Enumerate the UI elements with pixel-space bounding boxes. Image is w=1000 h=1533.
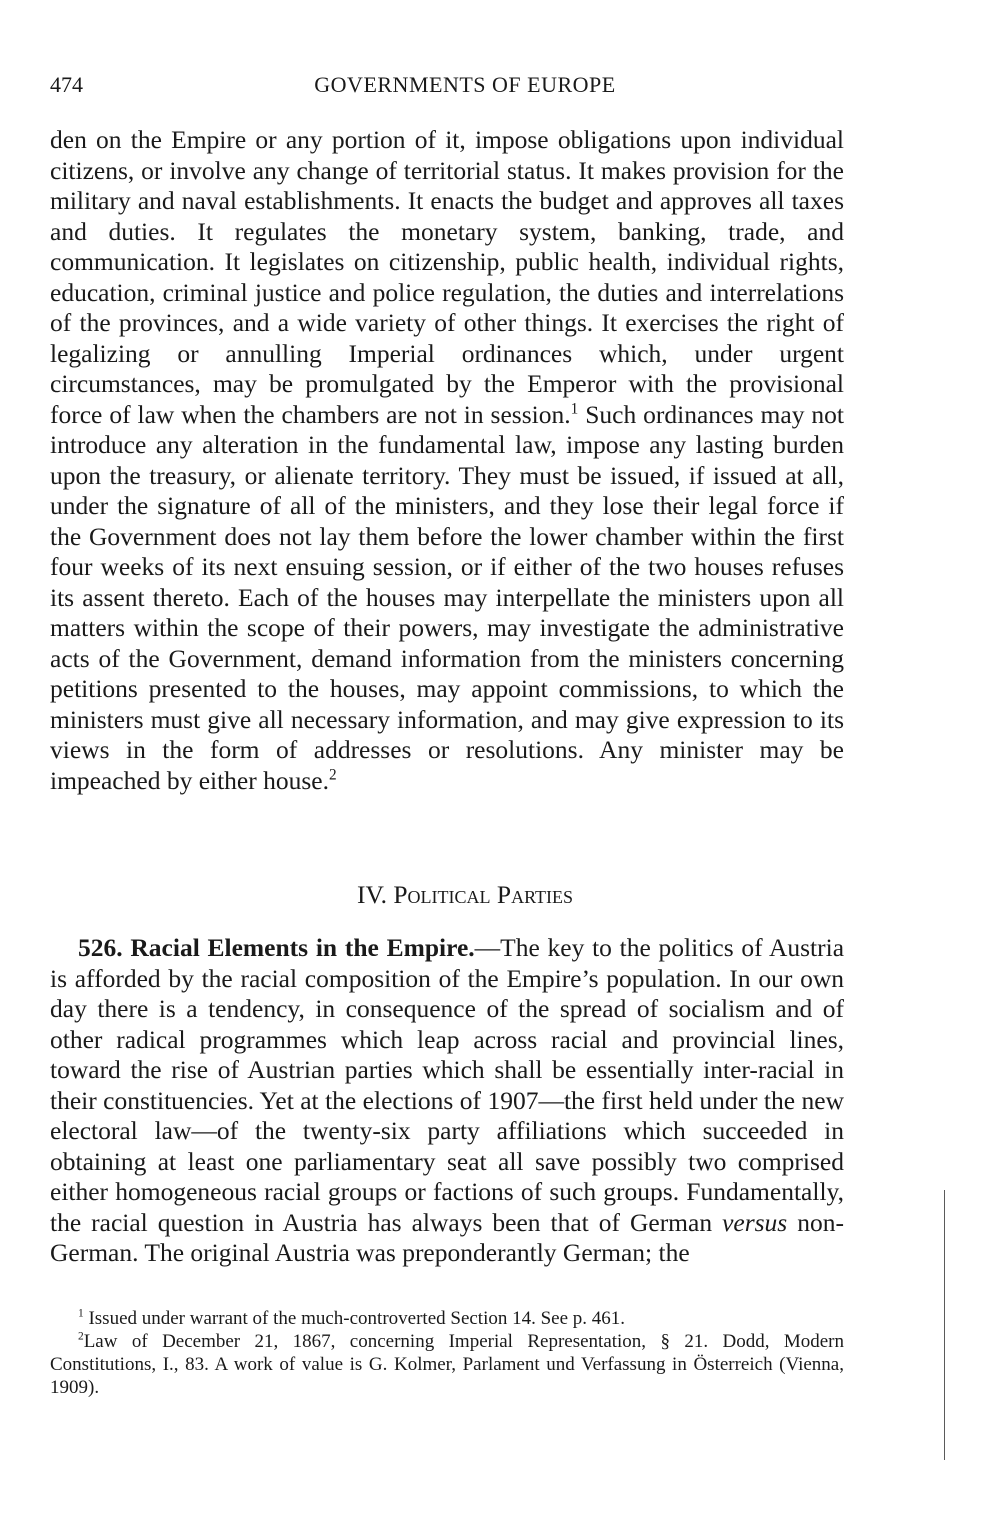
page-number: 474	[50, 72, 83, 97]
footnote-mark: 1	[78, 1307, 84, 1320]
footnote-2	[50, 1330, 844, 1399]
paragraph-heading: Racial Elements in the Empire.	[130, 933, 475, 962]
italic-term: versus	[722, 1207, 788, 1237]
footnote-1	[50, 1307, 844, 1330]
section-title: Political Parties	[393, 880, 573, 909]
footnote-ref-1: 1	[570, 400, 579, 417]
paragraph-text: —The key to the politics of Austria is afforded by the racial composition of the Empire’s population. In our own day there is a tendency, in consequence of the spread of socialism and of other radical programmes which leap across racial and provincial lines, toward the rise of Austrian parties which shall be essentially inter-racial in their constituencies. Yet at the elections of 1907—the first held under the new electoral law—of the twenty-six party affiliations which succeeded in obtaining at least one parliamentary seat all save possibly two comprised either homogeneous racial groups or factions of such groups. Fundamentally, the racial question in Austria has always been that of German	[50, 933, 845, 1237]
footnote-text: Issued under warrant of the much-controverted Section 14. See p. 461.	[88, 1308, 626, 1329]
paragraph-number: 526.	[78, 933, 123, 962]
paragraph-text: den on the Empire or any portion of it, impose obligations upon individual citizens, or involve any change of territorial status. It makes provision for the military and naval establishments. It enacts the budget and approves all taxes and duties. It regulates the monetary system, banking, trade, and communication. It legislates on citizenship, public health, individual rights, education, criminal justice and police regulation, the duties and interrelations of the provinces, and a wide variety of other things. It exercises the right of legalizing or annulling Imperial ordinances which, under urgent circumstances, may be promulgated by the Emperor with the provisional force of law when the chambers are not in session.	[50, 125, 844, 429]
section-heading	[50, 880, 880, 910]
scan-margin-line	[944, 1190, 945, 1460]
footnote-ref-2: 2	[328, 766, 337, 783]
paragraph-text: Such ordinances may not introduce any alteration in the fundamental law, impose any lasting burden upon the treasury, or alienate territory. They must be issued, if issued at all, under the signature of all of the ministers, and they lose their legal force if the Government does not lay them before the lower chamber within the first four weeks of its next ensuing session, or if either of the two houses refuses its assent thereto. Each of the houses may interpellate the ministers upon all matters within the scope of their powers, may investigate the administrative acts of the Government, demand information from the ministers concerning petitions presented to the houses, may appoint commissions, to which the ministers must give all necessary information, and may give expression to its views in the form of addresses or resolutions. Any minister may be impeached by either house.	[50, 399, 844, 795]
paragraph-text: non-German. The original Austria was preponderantly German; the	[50, 1207, 844, 1267]
running-title: GOVERNMENTS OF EUROPE	[314, 72, 616, 97]
running-head	[50, 72, 880, 102]
footnote-text: Law of December 21, 1867, concerning Imperial Representation, § 21. Dodd, Modern Constitutions, I., 83. A work of value is G. Kolmer, Parlament und Verfassung in Österreich (Vienna, 1909).	[50, 1331, 844, 1398]
footnotes	[50, 1307, 844, 1399]
section-numeral: IV.	[356, 880, 387, 909]
paragraph-racial-elements	[50, 933, 844, 1269]
paragraph-legislative-powers	[50, 125, 844, 796]
footnote-mark: 2	[78, 1330, 84, 1343]
